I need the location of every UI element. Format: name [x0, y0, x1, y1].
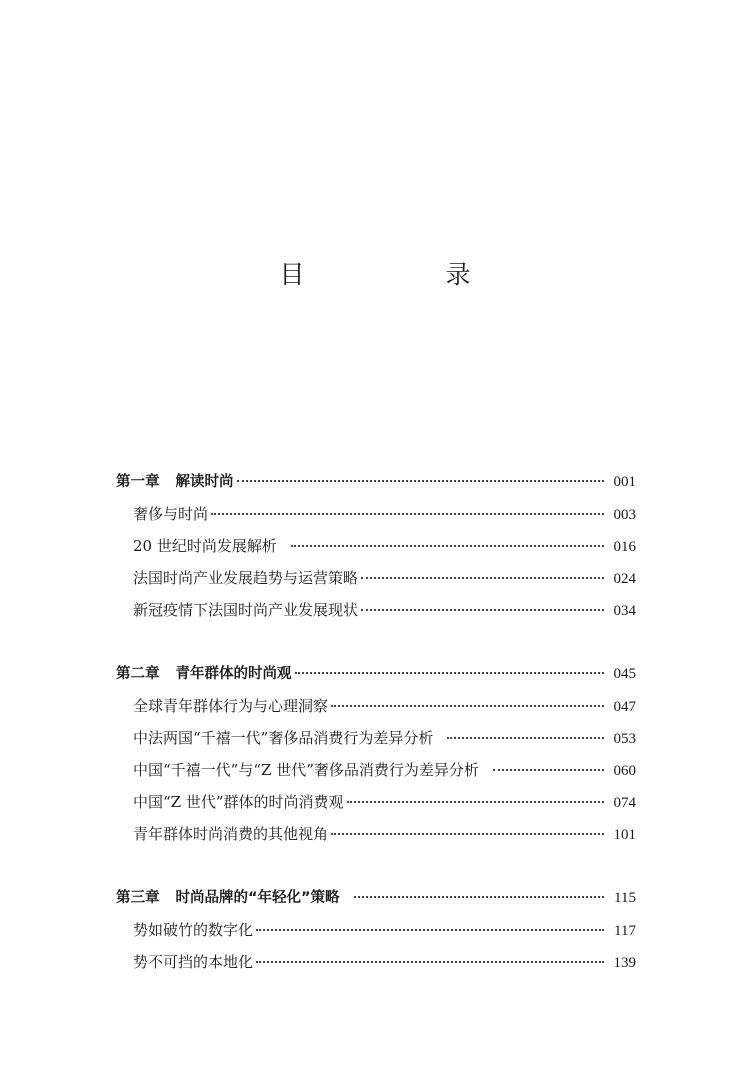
dot-leader	[493, 769, 604, 771]
page-title: 目 录	[279, 260, 529, 289]
page-number: 001	[613, 474, 636, 490]
page-number: 034	[613, 603, 636, 619]
chapter-block	[116, 658, 636, 850]
page-number: 117	[614, 923, 636, 939]
dot-leader	[211, 513, 604, 515]
dot-leader	[361, 577, 604, 579]
dot-leader	[291, 545, 604, 547]
dot-leader	[256, 929, 604, 931]
chapter-number: 第三章	[116, 890, 160, 906]
page-number: 060	[613, 763, 636, 779]
page-number: 139	[613, 955, 636, 971]
toc-entry[interactable]	[116, 690, 636, 722]
dot-leader	[295, 672, 605, 674]
page-number: 053	[613, 731, 636, 747]
entry-title: 20 世纪时尚发展解析	[133, 537, 277, 555]
page-number: 115	[614, 890, 636, 906]
entry-title: 中国“Z 世代”群体的时尚消费观	[133, 793, 344, 811]
dot-leader	[347, 801, 604, 803]
chapter-title: 青年群体的时尚观	[175, 666, 292, 682]
toc-entry[interactable]	[116, 722, 636, 754]
dot-leader	[361, 609, 604, 611]
chapter-number: 第二章	[116, 666, 160, 682]
dot-leader	[354, 896, 604, 898]
chapter-number: 第一章	[116, 474, 160, 490]
toc-entry[interactable]	[116, 818, 636, 850]
toc-entry[interactable]	[116, 594, 636, 626]
toc-entry[interactable]	[116, 498, 636, 530]
entry-title: 法国时尚产业发展趋势与运营策略	[133, 569, 359, 587]
page-number: 045	[613, 666, 636, 682]
chapter-title: 时尚品牌的“年轻化”策略	[175, 890, 340, 906]
dot-leader	[237, 480, 605, 482]
toc-entry[interactable]	[116, 946, 636, 978]
dot-leader	[256, 961, 604, 963]
chapter-heading[interactable]	[116, 882, 636, 914]
entry-title: 新冠疫情下法国时尚产业发展现状	[133, 601, 359, 619]
dot-leader	[331, 705, 604, 707]
chapter-block	[116, 466, 636, 626]
table-of-contents	[116, 466, 636, 1010]
entry-title: 奢侈与时尚	[133, 505, 209, 523]
chapter-heading[interactable]	[116, 658, 636, 690]
entry-title: 势如破竹的数字化	[133, 921, 254, 939]
toc-entry[interactable]	[116, 530, 636, 562]
entry-title: 中法两国“千禧一代”奢侈品消费行为差异分析	[133, 729, 434, 747]
chapter-title: 解读时尚	[175, 474, 234, 490]
page-number: 101	[613, 827, 636, 843]
entry-title: 势不可挡的本地化	[133, 953, 254, 971]
page-number: 047	[613, 699, 636, 715]
toc-entry[interactable]	[116, 754, 636, 786]
page-number: 024	[613, 571, 636, 587]
toc-entry[interactable]	[116, 562, 636, 594]
toc-entry[interactable]	[116, 786, 636, 818]
entry-title: 全球青年群体行为与心理洞察	[133, 697, 329, 715]
entry-title: 中国“千禧一代”与“Z 世代”奢侈品消费行为差异分析	[133, 761, 479, 779]
page-number: 074	[613, 795, 636, 811]
chapter-heading[interactable]	[116, 466, 636, 498]
dot-leader	[331, 833, 604, 835]
page-number: 016	[613, 539, 636, 555]
entry-title: 青年群体时尚消费的其他视角	[133, 825, 329, 843]
page-number: 003	[613, 507, 636, 523]
dot-leader	[447, 737, 604, 739]
chapter-block	[116, 882, 636, 978]
toc-entry[interactable]	[116, 914, 636, 946]
